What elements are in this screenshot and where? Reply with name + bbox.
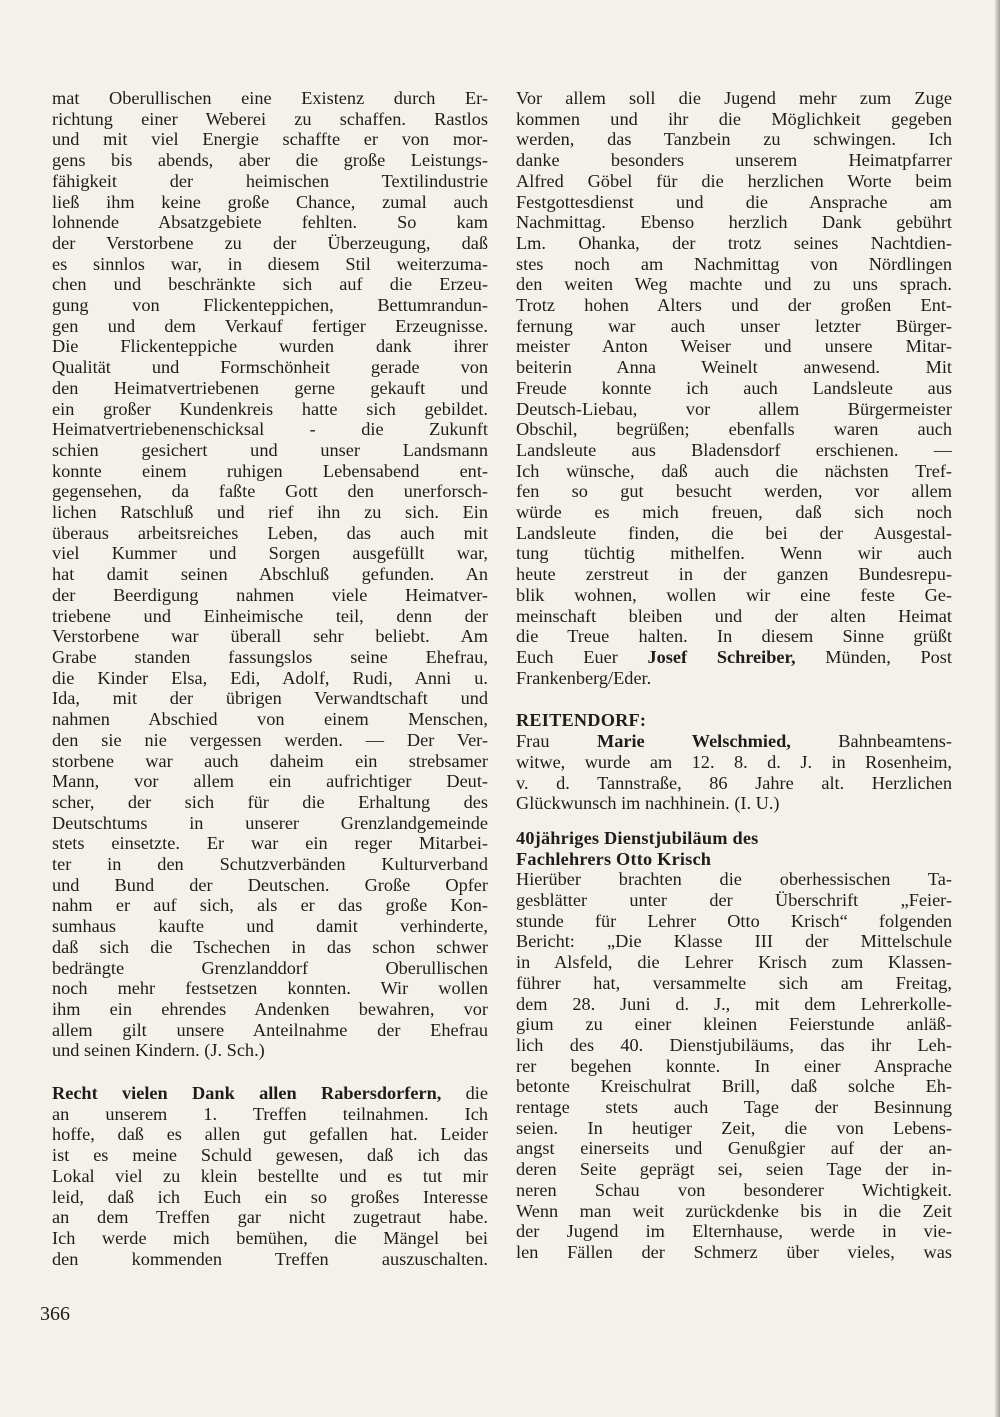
text-line: gen und dem Verkauf fertiger Erzeugnisse.	[52, 315, 488, 336]
text-line: storbene war auch daheim ein strebsamer	[52, 750, 488, 771]
reitendorf-first-line: Frau Marie Welschmied, Bahnbeamtens-	[516, 731, 952, 752]
text-line: Vor allem soll die Jugend mehr zum Zuge	[516, 88, 952, 108]
text-line: allem gilt unsere Anteilnahme der Ehefrau	[52, 1019, 488, 1040]
text-line: viel Kummer und Sorgen ausgefüllt war,	[52, 543, 488, 564]
reitendorf-heading: REITENDORF:	[516, 710, 647, 731]
text-line: Lm. Ohanka, der trotz seines Nachtdien-	[516, 232, 952, 253]
text-line: Ida, mit der übrigen Verwandtschaft und	[52, 688, 488, 709]
text-line: fähigkeit der heimischen Textilindustrie	[52, 170, 488, 191]
text-line: rentage stets auch Tage der Besinnung	[516, 1097, 952, 1118]
text-line: ihm ein ehrendes Andenken bewahren, vor	[52, 998, 488, 1019]
rabersdorf-letter-continuation	[516, 88, 952, 688]
text-line: len Fällen der Schmerz über vieles, was	[516, 1241, 952, 1262]
text-line: beiterin Anna Weinelt anwesend. Mit	[516, 357, 952, 378]
text-line: Landsleute aus Bladensdorf erschienen. —	[516, 439, 952, 460]
text-line: Alfred Göbel für die herzlichen Worte beim	[516, 170, 952, 191]
text-line: den kommenden Treffen auszuschalten.	[52, 1248, 488, 1269]
text-line: Festgottesdienst und die Ansprache am	[516, 191, 952, 212]
text-line: danke besonders unserem Heimatpfarrer	[516, 150, 952, 171]
text-line: überaus arbeitsreiches Leben, das auch mit	[52, 522, 488, 543]
text-line: witwe, wurde am 12. 8. d. J. in Rosenheim,	[516, 751, 952, 772]
text-line: seien. In heutiger Zeit, die von Lebens-	[516, 1117, 952, 1138]
text-line: heute zerstreut in der ganzen Bundesrepu-	[516, 564, 952, 585]
text-line: Deutsch-Liebau, vor allem Bürgermeister	[516, 398, 952, 419]
text-line: scher, der sich für die Erhaltung des	[52, 791, 488, 812]
text-line: bedrängte Grenzlanddorf Oberullischen	[52, 957, 488, 978]
rabersdorf-paragraph	[52, 1083, 488, 1269]
text-line: den weiten Weg machte und zu uns sprach.	[516, 274, 952, 295]
text-line: Deutschtums in unserer Grenzlandgemeinde	[52, 812, 488, 833]
text-line: ter in den Schutzverbänden Kulturverband	[52, 854, 488, 875]
text-line: Glückwunsch im nachhinein. (I. U.)	[516, 793, 780, 814]
signature-location: Frankenberg/Eder.	[516, 667, 652, 688]
text-line: gegensehen, da faßte Gott den unerforsch-	[52, 481, 488, 502]
text-line: an dem Treffen gar nicht zugetraut habe.	[52, 1207, 488, 1228]
text-line: Bericht: „Die Klasse III der Mittelschule	[516, 931, 952, 952]
text-line: leid, daß ich Euch ein so großes Interesse	[52, 1186, 488, 1207]
text-line: lohnende Absatzgebiete fehlten. So kam	[52, 212, 488, 233]
text-line: gium zu einer kleinen Feierstunde anläß-	[516, 1014, 952, 1035]
reitendorf-name: Marie Welschmied,	[596, 731, 791, 752]
text-line: ein großer Kundenkreis hatte sich gebildet.	[52, 398, 488, 419]
jubilee-heading-2: Fachlehrers Otto Krisch	[516, 848, 712, 869]
text-line: Heimatvertriebenenschicksal - die Zukunft	[52, 419, 488, 440]
text-line: der Verstorbene zu der Überzeugung, daß	[52, 232, 488, 253]
reitendorf-section	[516, 710, 952, 814]
text-line: würde es mich freuen, daß sich noch	[516, 502, 952, 523]
text-line: den Heimatvertriebenen gerne gekauft und	[52, 377, 488, 398]
text-line: Wenn man weit zurückdenke bis in die Zeit	[516, 1200, 952, 1221]
text-line: lich des 40. Dienstjubiläums, das ihr Leh-	[516, 1034, 952, 1055]
text-line: hoffe, daß es allen gut gefallen hat. Leider	[52, 1124, 488, 1145]
text-line: Hierüber brachten die oberhessischen Ta-	[516, 869, 952, 890]
signature-name: Josef Schreiber,	[647, 646, 796, 667]
right-column	[516, 88, 952, 1263]
text-line: Mann, vor allem ein aufrichtiger Deut-	[52, 771, 488, 792]
text-line: die Kinder Elsa, Edi, Adolf, Rudi, Anni u.	[52, 667, 488, 688]
text-line: stunde für Lehrer Otto Krisch“ folgenden	[516, 910, 952, 931]
text-line: hat damit seinen Abschluß gefunden. An	[52, 564, 488, 585]
left-column	[52, 88, 488, 1269]
jubilee-section	[516, 828, 952, 1263]
text-line: den sie nie vergessen werden. — Der Ver-	[52, 729, 488, 750]
text-line: meister Anton Weiser und unsere Mitar-	[516, 336, 952, 357]
text-line: betonte Kreischulrat Brill, daß solche Eh-	[516, 1076, 952, 1097]
text-line: Obschil, begrüßen; ebenfalls waren auch	[516, 419, 952, 440]
text-line: noch mehr festsetzen konnten. Wir wollen	[52, 978, 488, 999]
text-line: kommen und ihr die Möglichkeit gegeben	[516, 108, 952, 129]
text-line: konnte einem ruhigen Lebensabend ent-	[52, 460, 488, 481]
text-line: blik wohnen, wollen wir eine feste Ge-	[516, 584, 952, 605]
signature-line: Euch Euer Josef Schreiber, Münden, Post	[516, 646, 952, 667]
text-line: werden, das Tanzbein zu schwingen. Ich	[516, 129, 952, 150]
text-line: Nachmittag. Ebenso herzlich Dank gebührt	[516, 212, 952, 233]
jubilee-heading-1: 40jähriges Dienstjubiläum des	[516, 827, 759, 848]
text-line: der Beerdigung nahmen viele Heimatver-	[52, 584, 488, 605]
text-line: nahmen Abschied von einem Menschen,	[52, 709, 488, 730]
text-line: sumhaus kaufte und damit verhinderte,	[52, 916, 488, 937]
text-line: schien gesichert und unser Landsmann	[52, 439, 488, 460]
text-line: deren Seite geprägt sei, seien Tage der in-	[516, 1159, 952, 1180]
text-line: Freude konnte ich auch Landsleute aus	[516, 377, 952, 398]
text-line: mat Oberullischen eine Existenz durch Er-	[52, 88, 488, 108]
rabersdorf-lead-line: Recht vielen Dank allen Rabersdorfern, die	[52, 1083, 488, 1104]
text-line: neren Schau von besonderer Wichtigkeit.	[516, 1179, 952, 1200]
text-line: in Alsfeld, die Lehrer Krisch zum Klassen-	[516, 952, 952, 973]
text-line: meinschaft bleiben und der alten Heimat	[516, 605, 952, 626]
text-line: Lokal viel zu klein bestellte und es tut mir	[52, 1165, 488, 1186]
text-line: nahm er auf sich, als er das große Kon-	[52, 895, 488, 916]
text-line: stets einsetzte. Er war ein reger Mitarbei-	[52, 833, 488, 854]
text-line: und mit viel Energie schaffte er von mor-	[52, 129, 488, 150]
text-line: Die Flickenteppiche wurden dank ihrer	[52, 336, 488, 357]
text-line: angst einerseits und Genußgier auf der an-	[516, 1138, 952, 1159]
text-line: und Bund der Deutschen. Große Opfer	[52, 874, 488, 895]
text-line: daß sich die Tschechen in das schon schwer	[52, 936, 488, 957]
text-line: tung tüchtig mithelfen. Wenn wir auch	[516, 543, 952, 564]
text-line: die Treue halten. In diesem Sinne grüßt	[516, 626, 952, 647]
text-line: rer begehen konnte. In einer Ansprache	[516, 1055, 952, 1076]
text-line: Trotz hohen Alters und der großen Ent-	[516, 295, 952, 316]
obituary-paragraph	[52, 88, 488, 1061]
text-line: lichen Ratschluß und rief ihn zu sich. Ein	[52, 502, 488, 523]
page-edge-shadow	[994, 0, 1000, 1417]
text-line: und seinen Kindern. (J. Sch.)	[52, 1040, 265, 1061]
text-line: ließ ihm keine große Chance, zumal auch	[52, 191, 488, 212]
text-line: gens bis abends, aber die große Leistungs-	[52, 150, 488, 171]
text-line: stes noch am Nachmittag von Nördlingen	[516, 253, 952, 274]
text-line: richtung einer Weberei zu schaffen. Rastlos	[52, 108, 488, 129]
text-line: Landsleute finden, die bei der Ausgestal-	[516, 522, 952, 543]
page-number: 366	[40, 1303, 70, 1325]
text-line: führer hat, versammelte sich am Freitag,	[516, 972, 952, 993]
text-line: an unserem 1. Treffen teilnahmen. Ich	[52, 1103, 488, 1124]
text-line: fernung war auch unser letzter Bürger-	[516, 315, 952, 336]
text-line: chen und beschränkte sich auf die Erzeu-	[52, 274, 488, 295]
text-line: v. d. Tannstraße, 86 Jahre alt. Herzlichen	[516, 772, 952, 793]
text-line: fen so gut besucht werden, vor allem	[516, 481, 952, 502]
text-line: triebene und Einheimische teil, denn der	[52, 605, 488, 626]
text-line: es sinnlos war, in diesem Stil weiterzuma-	[52, 253, 488, 274]
text-line: Grabe standen fassungslos seine Ehefrau,	[52, 646, 488, 667]
text-line: Ich wünsche, daß auch die nächsten Tref-	[516, 460, 952, 481]
text-line: gung von Flickenteppichen, Bettumrandun-	[52, 295, 488, 316]
text-line: dem 28. Juni d. J., mit dem Lehrerkolle-	[516, 993, 952, 1014]
text-line: Qualität und Formschönheit gerade von	[52, 357, 488, 378]
text-line: gesblätter unter der Überschrift „Feier-	[516, 890, 952, 911]
rabersdorf-lead: Recht vielen Dank allen Rabersdorfern,	[52, 1083, 442, 1104]
text-line: der Jugend im Elternhause, werde in vie-	[516, 1221, 952, 1242]
text-line: Verstorbene war überall sehr beliebt. Am	[52, 626, 488, 647]
text-line: Ich werde mich bemühen, die Mängel bei	[52, 1227, 488, 1248]
text-line: ist es meine Schuld gewesen, daß ich das	[52, 1145, 488, 1166]
